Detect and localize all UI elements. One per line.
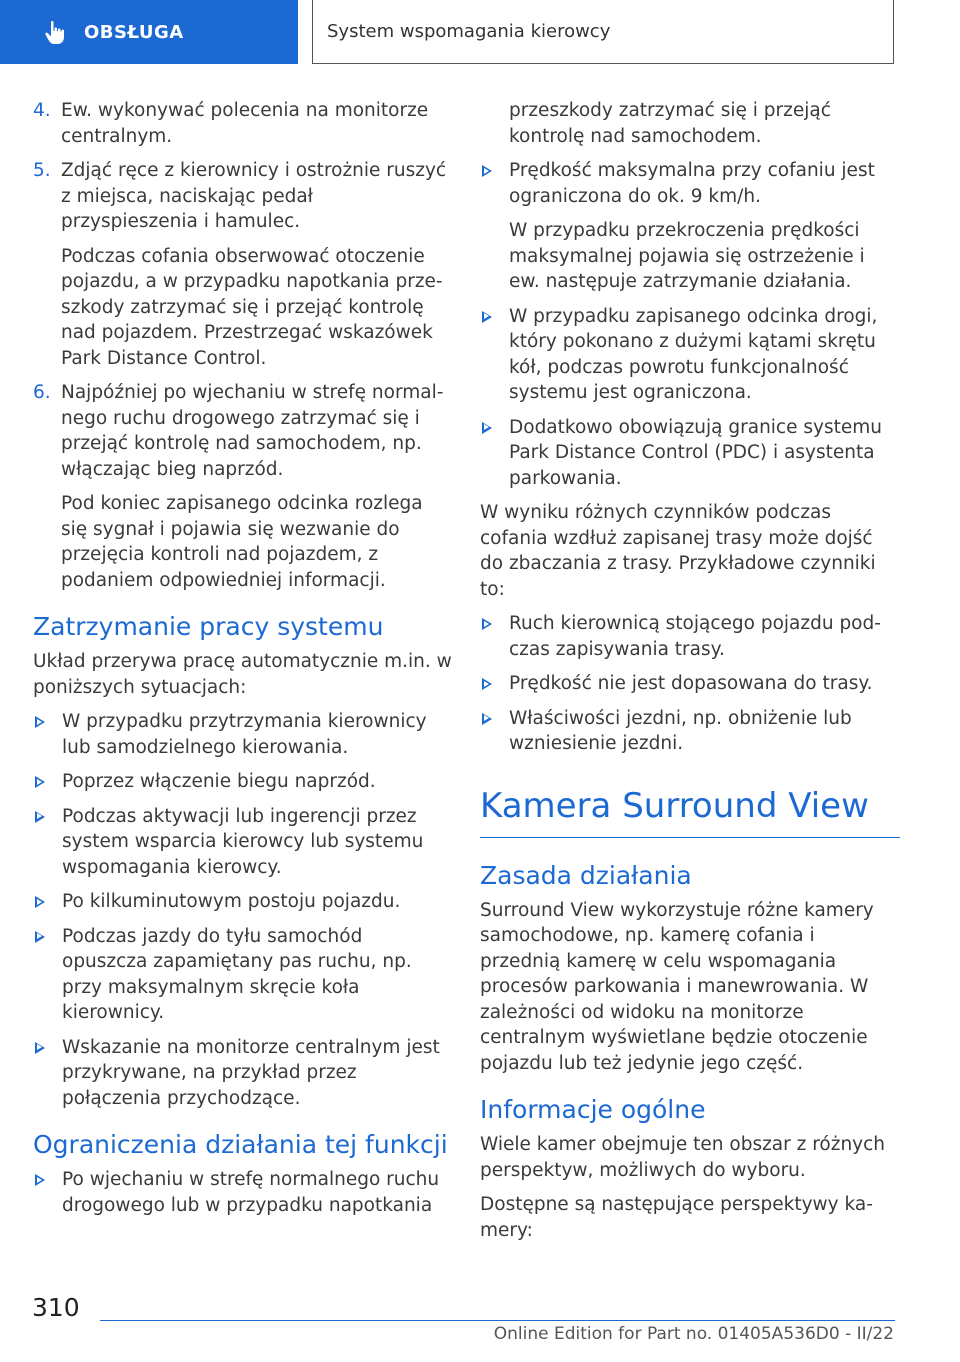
list-item-continued (480, 98, 900, 149)
triangle-bullet-icon (482, 165, 492, 177)
page-number: 310 (32, 1293, 80, 1322)
triangle-bullet-icon (35, 1042, 45, 1054)
list-item-text: Ruch kierownicą stojącego pojazdu podczas zapisywania trasy. (509, 613, 881, 660)
triangle-bullet-icon (35, 811, 45, 823)
list-item-text: Prędkość nie jest dopasowana do trasy. (509, 673, 873, 694)
list-item (33, 1035, 453, 1112)
page-header (0, 0, 960, 66)
stop-intro: Układ przerywa pracę automatycznie m.in. w poniższych sytuacjach: (33, 651, 452, 698)
step-item (33, 98, 453, 149)
triangle-bullet-icon (35, 776, 45, 788)
list-item-note: W przypadku przekroczenia prędkości maksymalnej pojawia się ostrzeżenie i ew. następuje zatrzymanie działania. (509, 220, 865, 292)
list-item-text: Prędkość maksymalna przy cofaniu jest ograniczona do ok. 9 km/h. (509, 160, 875, 207)
triangle-bullet-icon (482, 422, 492, 434)
triangle-bullet-icon (35, 716, 45, 728)
list-item-text: Po wjechaniu w strefę normalnego ruchu drogowego lub w przypadku napotkania (62, 1169, 440, 1216)
footer-divider (100, 1320, 895, 1321)
step-number: 4. (33, 100, 51, 121)
section-tab-operation (0, 0, 298, 64)
list-item-text: Właściwości jezdni, np. obniżenie lub wzniesienie jezdni. (509, 707, 852, 754)
list-item-text: Wskazanie na monitorze centralnym jest przykrywane, na przykład przez połączenia przychodzące. (62, 1036, 440, 1109)
list-item (480, 304, 900, 406)
list-item (33, 804, 453, 881)
triangle-bullet-icon (35, 1174, 45, 1186)
list-item-text: Poprzez włączenie biegu naprzód. (62, 771, 376, 792)
list-item-text: Po kilkuminutowym postoju pojazdu. (62, 891, 401, 912)
section-heading-principle: Zasada działania (480, 860, 692, 890)
hand-pointer-icon (42, 19, 68, 45)
triangle-bullet-icon (482, 678, 492, 690)
triangle-bullet-icon (35, 931, 45, 943)
section-heading-stop: Zatrzymanie pracy systemu (33, 612, 384, 641)
triangle-bullet-icon (35, 896, 45, 908)
list-item-text: W przypadku przytrzymania kierownicy lub samodzielnego kierowania. (62, 711, 427, 758)
list-item (33, 924, 453, 1026)
general-text: Dostępne są następujące perspektywy kamery: (480, 1194, 873, 1241)
list-item-text: W przypadku zapisanego odcinka drogi, który pokonano z dużymi kątami skrętu kół, podczas powrotu funkcjonalność systemu jest ograniczona. (509, 305, 878, 403)
step-item (33, 158, 453, 371)
triangle-bullet-icon (482, 713, 492, 725)
factors-intro: W wyniku różnych czynników podczas cofania wzdłuż zapisanej trasy może dojść do zbaczania z trasy. Przykładowe czynniki to: (480, 502, 876, 600)
list-item (33, 1167, 453, 1218)
section-heading-limits: Ograniczenia działania tej funkcji (33, 1130, 448, 1159)
step-number: 5. (33, 160, 51, 181)
list-item (480, 611, 900, 662)
step-number: 6. (33, 382, 51, 403)
chapter-heading-camera: Kamera Surround View (480, 785, 900, 838)
list-item (480, 415, 900, 492)
section-tab-label: OBSŁUGA (84, 21, 184, 43)
general-text: Wiele kamer obejmuje ten obszar z różnych perspektyw, możliwych do wyboru. (480, 1134, 886, 1181)
list-item (480, 671, 900, 697)
chapter-title: System wspomagania kierowcy (327, 21, 611, 42)
step-text: Ew. wykonywać polecenia na monitorze centralnym. (61, 100, 429, 147)
list-item (33, 889, 453, 915)
right-column (480, 98, 900, 1252)
section-heading-general: Informacje ogólne (480, 1095, 706, 1124)
step-item (33, 380, 453, 593)
list-item-text: Podczas jazdy do tyłu samochód opuszcza zapamiętany pas ruchu, np. przy maksymalnym skręcie koła kierownicy. (62, 925, 412, 1023)
principle-text: Surround View wykorzystuje różne kamery samochodowe, np. kamerę cofania i przednią kamerę w celu wspomagania procesów parkowania i manewrowania. W zależności od widoku na monitorze centralnym wyświetlane będzie otoczenie pojazdu lub też jedynie jego część. (480, 899, 874, 1074)
triangle-bullet-icon (482, 618, 492, 630)
list-item (480, 706, 900, 757)
edition-footer: Online Edition for Part no. 01405A536D0 - II/22 (493, 1324, 894, 1344)
left-column (33, 98, 453, 1227)
step-note: Pod koniec zapisanego odcinka rozlega się sygnał i pojawia się wezwanie do przejęcia kontroli nad pojazdem, z podaniem odpowiedniej informacji. (61, 493, 423, 591)
step-text: Zdjąć ręce z kierownicy i ostrożnie ruszyć z miejsca, naciskając pedał przyspieszenia i hamulec. (61, 160, 447, 232)
list-item-text: przeszkody zatrzymać się i przejąć kontrolę nad samochodem. (509, 100, 831, 147)
list-item-text: Podczas aktywacji lub ingerencji przez system wsparcia kierowcy lub systemu wspomagania kierowcy. (62, 805, 424, 878)
step-note: Podczas cofania obserwować otoczenie pojazdu, a w przypadku napotkania przeszkody zatrzymać się i przejąć kontrolę nad pojazdem. Przestrzegać wskazówek Park Distance Control. (61, 245, 443, 369)
list-item (33, 769, 453, 795)
list-item-text: Dodatkowo obowiązują granice systemu Park Distance Control (PDC) i asystenta parkowania. (509, 416, 882, 489)
step-text: Najpóźniej po wjechaniu w strefę normalnego ruchu drogowego zatrzymać się i przejąć kontrolę nad samochodem, np. włączając bieg naprzód. (61, 382, 444, 480)
list-item (480, 158, 900, 295)
chapter-title-box (312, 0, 894, 64)
list-item (33, 709, 453, 760)
triangle-bullet-icon (482, 311, 492, 323)
